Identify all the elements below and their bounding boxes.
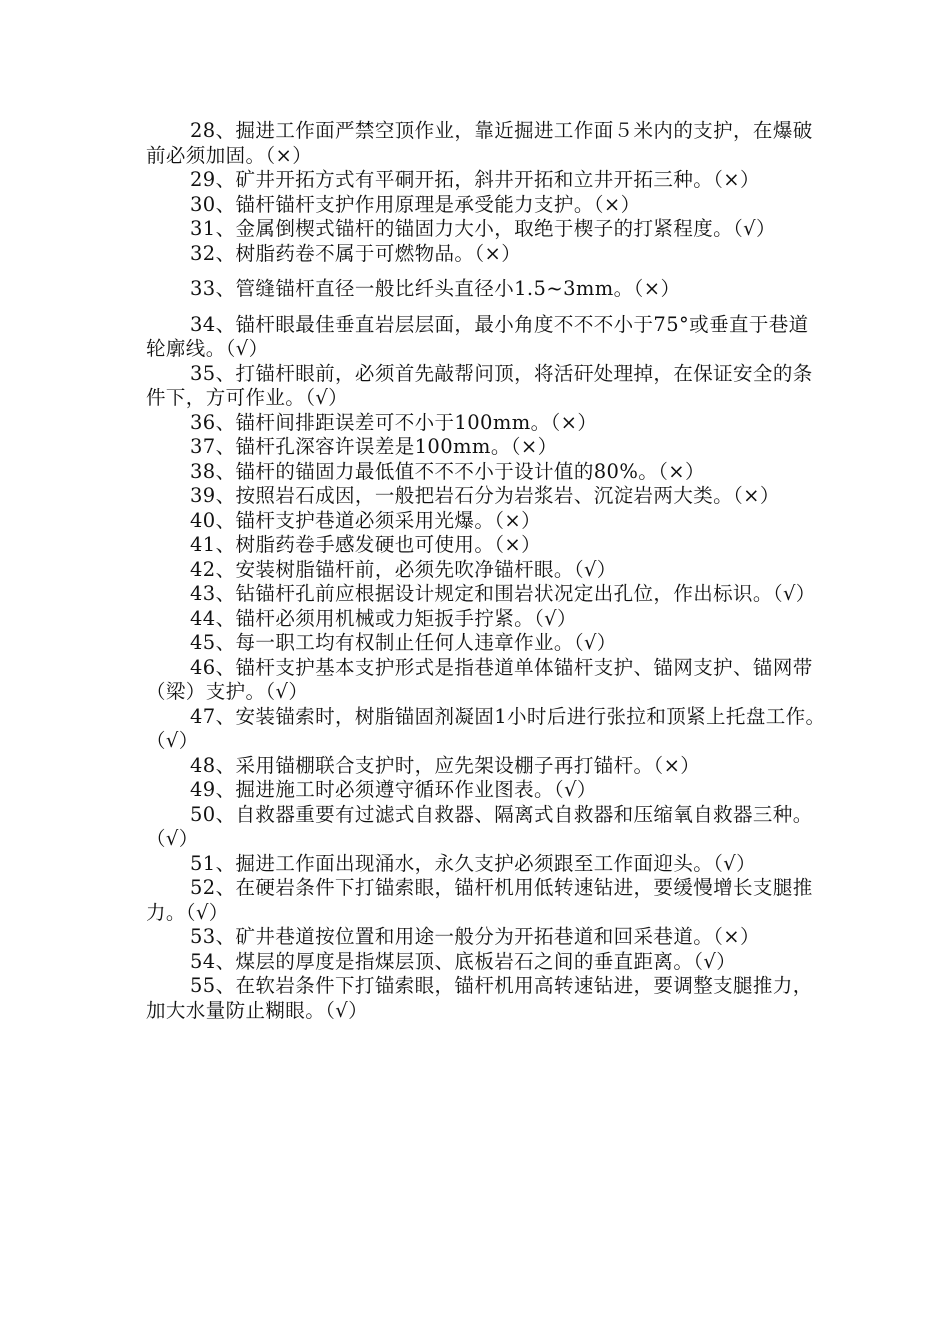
list-item: 37、锚杆孔深容许误差是100mm。（×） (190, 435, 558, 458)
list-item: 35、打锚杆眼前，必须首先敲帮问顶，将活矸处理掉，在保证安全的条件下，方可作业。（√） (146, 361, 813, 409)
list-item: 48、采用锚棚联合支护时，应先架设棚子再打锚杆。（×） (190, 753, 701, 777)
list-item: 42、安装树脂锚杆前，必须先吹净锚杆眼。（√） (190, 557, 617, 581)
list-item: 30、锚杆锚杆支护作用原理是承受能力支护。（×） (190, 192, 641, 216)
list-item: 40、锚杆支护巷道必须采用光爆。（×） (190, 508, 542, 532)
list-item: 28、掘进工作面严禁空顶作业，靠近掘进工作面５米内的支护，在爆破前必须加固。（×） (146, 119, 813, 167)
list-item: 31、金属倒楔式锚杆的锚固力大小，取绝于楔子的打紧程度。（√） (190, 217, 776, 240)
list-item: 33、管缝锚杆直径一般比纤头直径小1.5~3mm。（×） (190, 277, 681, 300)
list-item: 34、锚杆眼最佳垂直岩层层面，最小角度不不不小于75°或垂直于巷道轮廓线。（√） (146, 312, 809, 360)
list-item: 51、掘进工作面出现涌水，永久支护必须跟至工作面迎头。（√） (190, 851, 756, 875)
list-item: 29、矿井开拓方式有平硐开拓，斜井开拓和立井开拓三种。（×） (190, 168, 760, 191)
list-item: 39、按照岩石成因，一般把岩石分为岩浆岩、沉淀岩两大类。（×） (190, 484, 780, 507)
list-item: 53、矿井巷道按位置和用途一般分为开拓巷道和回采巷道。（×） (190, 925, 760, 948)
list-item: 45、每一职工均有权制止任何人违章作业。（√） (190, 631, 617, 654)
question-list (146, 119, 826, 1023)
list-item: 54、煤层的厚度是指煤层顶、底板岩石之间的垂直距离。（√） (190, 949, 737, 973)
list-item: 46、锚杆支护基本支护形式是指巷道单体锚杆支护、锚网支护、锚网带（梁）支护。（√） (146, 655, 813, 703)
list-item: 47、安装锚索时，树脂锚固剂凝固1小时后进行张拉和顶紧上托盘工作。（√） (146, 704, 826, 752)
list-item: 44、锚杆必须用机械或力矩扳手拧紧。（√） (190, 606, 577, 630)
list-item: 41、树脂药卷手感发硬也可使用。（×） (190, 533, 542, 556)
list-item: 55、在软岩条件下打锚索眼，锚杆机用高转速钻进，要调整支腿推力，加大水量防止糊眼。（√） (146, 974, 813, 1022)
list-item: 49、掘进施工时必须遵守循环作业图表。（√） (190, 778, 597, 801)
list-item: 32、树脂药卷不属于可燃物品。（×） (190, 241, 522, 265)
list-item: 38、锚杆的锚固力最低值不不不小于设计值的80%。（×） (190, 459, 705, 483)
list-item: 52、在硬岩条件下打锚索眼，锚杆机用低转速钻进，要缓慢增长支腿推力。（√） (146, 876, 813, 924)
list-item: 50、自救器重要有过滤式自救器、隔离式自救器和压缩氧自救器三种。（√） (146, 802, 813, 850)
list-item: 36、锚杆间排距误差可不小于100mm。（×） (190, 410, 598, 434)
list-item: 43、钻锚杆孔前应根据设计规定和围岩状况定出孔位，作出标识。（√） (190, 582, 816, 605)
